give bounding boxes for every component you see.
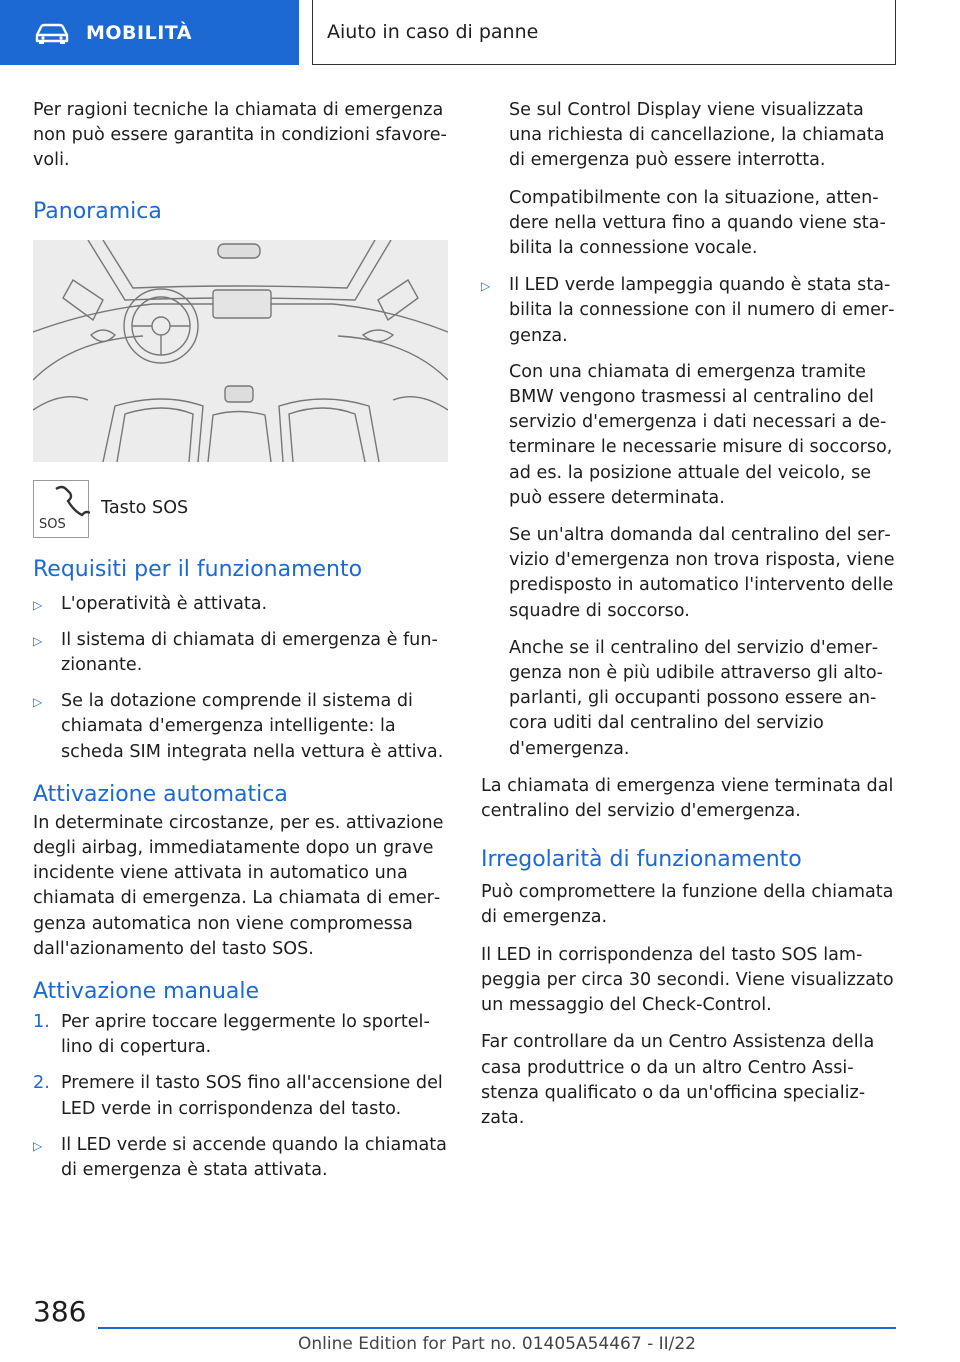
list-item: ▷ Il LED verde lampeggia quando è stata stabilita la connessione con il numero di emergenza. <box>481 275 895 346</box>
requirements-list <box>33 592 449 765</box>
step-item: 1. Per aprire toccare leggermente lo sportellino di copertura. <box>33 1012 430 1058</box>
list-item: ▷ Il sistema di chiamata di emergenza è funzionante. <box>33 629 438 676</box>
left-column <box>33 98 449 1194</box>
car-icon <box>34 21 70 45</box>
triangle-bullet-icon: ▷ <box>481 279 491 294</box>
paragraph: Può compromettere la funzione della chiamata di emergenza. <box>481 882 894 928</box>
dashboard-illustration <box>33 240 448 462</box>
sos-icon-text: SOS <box>39 516 66 532</box>
page-number: 386 <box>33 1295 87 1328</box>
paragraph: Con una chiamata di emergenza tramite BMW vengono trasmessi al centralino del servizio d'emergenza i dati necessari a determinare le necessarie misure di soccorso, ad es. la posizione attuale del veicolo, se può essere determinata. <box>509 361 893 508</box>
auto-activation-heading: Attivazione automatica <box>33 781 288 807</box>
malfunction-heading: Irregolarità di funzionamento <box>481 847 802 873</box>
paragraph: Anche se il centralino del servizio d'emergenza non è più udibile attraverso gli altoparlanti, gli occupanti possono essere ancora uditi dal centralino del servizio d'emergenza. <box>509 637 884 759</box>
sos-button-icon <box>33 480 89 538</box>
paragraph: Il LED in corrispondenza del tasto SOS lampeggia per circa 30 secondi. Viene visualizzato un messaggio del Check-Control. <box>481 944 894 1016</box>
chapter-title: Aiuto in caso di panne <box>327 21 539 43</box>
list-item: ▷ Se la dotazione comprende il sistema di chiamata d'emergenza intelligente: la scheda SIM integrata nella vettura è attiva. <box>33 691 444 762</box>
right-column <box>481 98 897 1143</box>
edition-text: Online Edition for Part no. 01405A54467 - II/22 <box>297 1334 696 1354</box>
paragraph: Compatibilmente con la situazione, attendere nella vettura fino a quando viene stabilita la connessione vocale. <box>509 187 886 259</box>
sos-legend <box>33 480 449 538</box>
paragraph: Far controllare da un Centro Assistenza della casa produttrice o da un altro Centro Assistenza qualificato o da un'officina specializzata. <box>481 1032 875 1128</box>
chapter-header <box>312 0 896 65</box>
requirements-heading: Requisiti per il funzionamento <box>33 556 363 582</box>
step-item: 2. Premere il tasto SOS fino all'accensione del LED verde in corrispondenza del tasto. <box>33 1073 443 1119</box>
sos-label: Tasto SOS <box>101 497 189 518</box>
led-list <box>481 273 897 349</box>
list-item: ▷ Il LED verde si accende quando la chiamata di emergenza è stata attivata. <box>33 1134 447 1181</box>
paragraph: La chiamata di emergenza viene terminata dal centralino del servizio d'emergenza. <box>481 775 894 822</box>
triangle-bullet-icon: ▷ <box>33 633 43 648</box>
intro-text: Per ragioni tecniche la chiamata di emergenza non può essere garantita in condizioni sfavorevoli. <box>33 100 447 171</box>
triangle-bullet-icon: ▷ <box>33 1138 43 1153</box>
manual-steps <box>33 1010 449 1122</box>
paragraph: Se un'altra domanda dal centralino del servizio d'emergenza non trova risposta, viene predisposto in automatico l'intervento delle squadre di soccorso. <box>509 525 895 621</box>
overview-heading: Panoramica <box>33 198 162 224</box>
manual-bullets <box>33 1133 449 1183</box>
triangle-bullet-icon: ▷ <box>33 597 43 612</box>
paragraph: Se sul Control Display viene visualizzata una richiesta di cancellazione, la chiamata di emergenza può essere interrotta. <box>509 100 885 171</box>
triangle-bullet-icon: ▷ <box>33 695 43 710</box>
auto-activation-text: In determinate circostanze, per es. attivazione degli airbag, immediatamente dopo un grave incidente viene attivata in automatico una chiamata di emergenza. La chiamata di emergenza automatica non viene compromessa dall'azionamento del tasto SOS. <box>33 812 444 959</box>
section-name: MOBILITÀ <box>86 21 192 44</box>
section-tab <box>0 0 299 65</box>
manual-activation-heading: Attivazione manuale <box>33 979 260 1005</box>
list-item: ▷ L'operatività è attivata. <box>33 592 449 617</box>
